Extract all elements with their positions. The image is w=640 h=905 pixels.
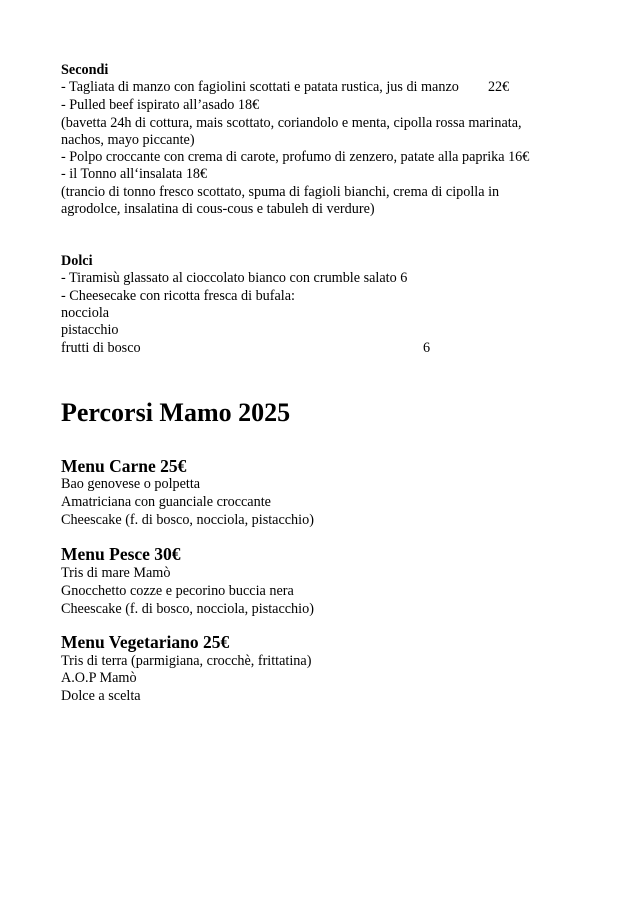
cheesecake-price: 6 [423,340,431,356]
menu-pesce-item: Cheescake (f. di bosco, nocciola, pistacchio) [61,601,314,617]
dolci-item-cheesecake: - Cheesecake con ricotta fresca di bufala: [61,288,295,304]
dolci-heading: Dolci [61,253,93,269]
page-title: Percorsi Mamo 2025 [61,398,291,427]
menu-vegetariano-item: Tris di terra (parmigiana, crocchè, frittatina) [61,653,312,669]
menu-vegetariano-item: Dolce a scelta [61,688,141,704]
dolci-item-tiramisu: - Tiramisù glassato al cioccolato bianco con crumble salato 6 [61,270,408,286]
tagliata-price: 22€ [487,79,510,95]
menu-pesce-heading: Menu Pesce 30€ [61,544,181,564]
secondi-description: nachos, mayo piccante) [61,132,195,148]
dolci-flavor: frutti di bosco [61,340,141,356]
dolci-flavor: pistacchio [61,322,119,338]
secondi-description: (bavetta 24h di cottura, mais scottato, coriandolo e menta, cipolla rossa marinata, [61,115,522,131]
menu-carne-item: Bao genovese o polpetta [61,476,201,492]
secondi-item-tonno: - il Tonno all‘insalata 18€ [61,166,208,182]
menu-pesce-item: Gnocchetto cozze e pecorino buccia nera [61,583,294,599]
secondi-item-tagliata [61,78,509,96]
dolci-flavor: nocciola [61,305,110,321]
menu-carne-heading: Menu Carne 25€ [61,456,187,476]
secondi-item-pulled-beef: - Pulled beef ispirato all’asado 18€ [61,97,260,113]
menu-carne-item: Amatriciana con guanciale croccante [61,494,271,510]
secondi-description: agrodolce, insalatina di cous-cous e tabuleh di verdure) [61,201,375,217]
menu-pesce-item: Tris di mare Mamò [61,565,171,581]
menu-carne-item: Cheescake (f. di bosco, nocciola, pistacchio) [61,512,314,528]
menu-vegetariano-item: A.O.P Mamò [61,670,137,686]
secondi-heading: Secondi [61,62,109,78]
tagliata-text: - Tagliata di manzo con fagiolini scottati e patata rustica, jus di manzo [61,79,459,95]
secondi-item-polpo: - Polpo croccante con crema di carote, profumo di zenzero, patate alla paprika 16€ [61,149,530,165]
menu-vegetariano-heading: Menu Vegetariano 25€ [61,632,230,652]
secondi-description: (trancio di tonno fresco scottato, spuma di fagioli bianchi, crema di cipolla in [61,184,500,200]
